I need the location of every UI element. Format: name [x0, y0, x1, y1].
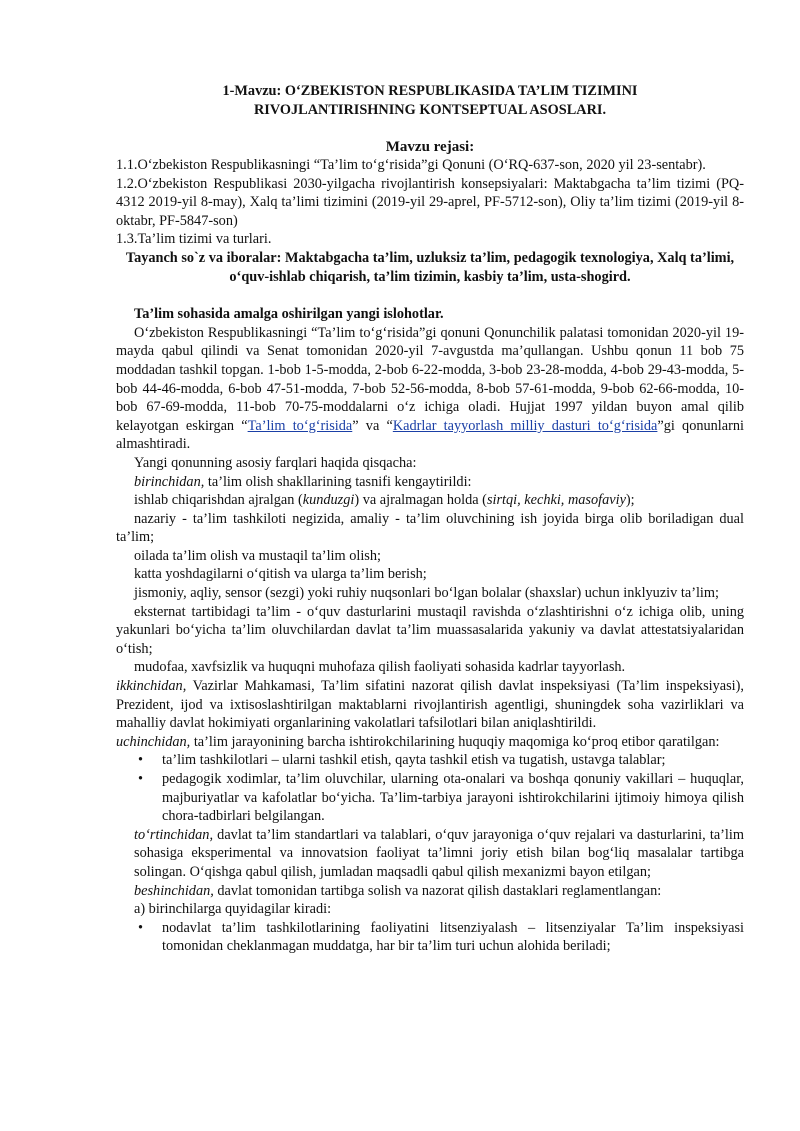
fifth-point [116, 882, 744, 901]
bullet-text: ta’lim tashkilotlari – ularni tashkil etish, qayta tashkil etish va tugatish, ustavga talablar; [162, 752, 666, 769]
third-text: ta’lim jarayonining barcha ishtirokchilarining huquqiy maqomiga ko‘proq etibor qaratilgan: [190, 733, 720, 750]
plan-item-1: 1.1.O‘zbekiston Respublikasningi “Ta’lim to‘g‘risida”gi Qonuni (O‘RQ-637-son, 2020 yil 23-sentabr). [116, 157, 706, 173]
dual-education: nazariy - ta’lim tashkiloti negizida, amaliy - ta’lim oluvchining ish joyida birga olib boriladigan dual ta’lim; [116, 510, 744, 546]
inclusive-education: jismoniy, aqliy, sensor (sezgi) yoki ruhiy nuqsonlari bo‘lgan bolalar (shaxslar) uchun inklyuziv ta’lim; [134, 585, 719, 602]
fourth-text: davlat ta’lim standartlari va talablari, o‘quv jarayoniga o‘quv rejalari va dasturlarini, ta’lim sohasiga eksperimental va innovatsion faoliyat ta’limni joriy etish bilan bog‘liq masalalar tartibga solingan. O‘qishga qabul qilish, jumladan maqsadli qabul qilish mexanizmi bayon etilgan; [134, 826, 744, 880]
fifth-bullet-list [116, 919, 744, 956]
law-link-personnel-training[interactable]: Kadrlar tayyorlash milliy dasturi to‘g‘risida [392, 417, 658, 434]
first-text: ta’lim olish shakllarining tasnifi kengaytirildi: [204, 473, 472, 490]
plan-heading: Mavzu rejasi: [385, 139, 475, 155]
forms-text-3: ); [625, 492, 635, 509]
intro-paragraph [116, 324, 744, 454]
second-point [116, 677, 744, 733]
third-label: uchinchidan, [116, 733, 191, 750]
intro-mid: ” va “ [352, 417, 393, 434]
keywords-paragraph: Tayanch so`z va iboralar: Maktabgacha ta’lim, uzluksiz ta’lim, pedagogik texnologiya, Xalq ta’limi, o‘quv-ishlab chiqarish, ta’lim tizimin, kasbiy ta’lim, usta-shogird. [125, 249, 735, 285]
differences-intro: Yangi qonunning asosiy farqlari haqida qisqacha: [134, 454, 417, 471]
first-label: birinchidan, [134, 473, 205, 490]
list-item [116, 770, 744, 826]
intro-end: ”gi qonunlarni almashtiradi. [116, 417, 744, 453]
fourth-point [116, 826, 744, 882]
second-label: ikkinchidan, [116, 678, 187, 695]
third-bullet-list [116, 751, 744, 825]
defense-training: mudofaa, xavfsizlik va huquqni muhofaza qilish faoliyati sohasida kadrlar tayyorlash. [134, 659, 626, 676]
forms-italic-1: kunduzgi [302, 492, 355, 509]
section-heading: Ta’lim sohasida amalga oshirilgan yangi islohotlar. [134, 306, 444, 323]
forms-text-1: ishlab chiqarishdan ajralgan ( [134, 492, 303, 509]
fifth-subpoint-a: a) birinchilarga quyidagilar kiradi: [134, 901, 332, 918]
forms-text-2: ) va ajralmagan holda ( [354, 492, 487, 509]
bullet-text: nodavlat ta’lim tashkilotlarining faoliyatini litsenziyalash – litsenziyalar Ta’lim inspeksiyasi tomonidan cheklanmagan muddatga, har bir ta’lim turi uchun alohida beriladi; [162, 919, 744, 955]
title-line-2: RIVOJLANTIRISHNING KONTSEPTUAL ASOSLARI. [253, 102, 607, 118]
adult-education: katta yoshdagilarni o‘qitish va ularga ta’lim berish; [134, 566, 427, 583]
law-link-education[interactable]: Ta’lim to‘g‘risida [247, 417, 353, 434]
title-line-1: 1-Mavzu: O‘ZBEKISTON RESPUBLIKASIDA TA’LIM TIZIMINI [222, 83, 638, 99]
plan-item-2: 1.2.O‘zbekiston Respublikasi 2030-yilgacha rivojlantirish konsepsiyalari: Maktabgacha ta’lim tizimi (PQ-4312 2019-yil 8-may), Xalq ta’limi tizimini (2019-yil 29-aprel, PF-5712-son), Oliy ta’lim tizimi (2019-yil 8-oktabr, PF-5847-son) [116, 175, 744, 229]
fifth-label: beshinchidan, [134, 882, 214, 899]
document-body [116, 156, 744, 956]
list-item [116, 919, 744, 956]
intro-text: O‘zbekiston Respublikasningi “Ta’lim to‘g‘risida”gi qonuni Qonunchilik palatasi tomonidan 2020-yil 19-mayda qabul qilindi va Senat tomonidan 2020-yil 7-avgustda ma’qullangan. Ushbu qonun 11 bob 75 moddadan tashkil topgan. 1-bob 1-5-modda, 2-bob 6-22-modda, 3-bob 23-28-modda, 4-bob 29-43-modda, 5-bob 44-46-modda, 6-bob 47-51-modda, 7-bob 52-56-modda, 8-bob 57-61-modda, 9-bob 62-66-modda, 10-bob 67-69-modda, 11-bob 70-75-moddalarni o‘z ichiga oladi. Hujjat 1997 yildan buyon amal qilib kelayotgan eskirgan “ [116, 324, 744, 434]
bullet-icon: • [138, 919, 144, 936]
second-text: Vazirlar Mahkamasi, Ta’lim sifatini nazorat qilish davlat inspeksiyasi (Ta’lim inspeksiyasi), Prezident, ijod va ixtisoslashtirilgan maktablarni rivojlantirish agentligi, shuningdek soha vazirliklari va mahalliy davlat hokimiyati organlarining vakolatlari tafsilotlari bilan aniqlashtirildi. [116, 678, 744, 732]
list-item [116, 751, 744, 770]
document-title [110, 82, 750, 120]
fifth-text: davlat tomonidan tartibga solish va nazorat qilish dastaklari reglamentlangan: [213, 882, 662, 899]
first-point [116, 473, 744, 492]
bullet-icon: • [138, 752, 144, 769]
fourth-label: to‘rtinchidan, [134, 826, 214, 843]
bullet-text: pedagogik xodimlar, ta’lim oluvchilar, ularning ota-onalari va boshqa qonuniy vakillari – huquqlar, majburiyatlar va kafolatlar bo‘yicha. Ta’lim-tarbiya jarayoni ishtirokchilarini ijtimoiy himoya qilish chora-tadbirlari belgilangan. [162, 771, 744, 825]
education-forms [116, 491, 744, 510]
plan-item-3: 1.3.Ta’lim tizimi va turlari. [116, 231, 272, 248]
forms-italic-2: sirtqi, kechki, masofaviy [486, 492, 626, 509]
third-point [116, 733, 744, 752]
family-education: oilada ta’lim olish va mustaqil ta’lim olish; [134, 547, 381, 564]
external-education: eksternat tartibidagi ta’lim - o‘quv dasturlarini mustaqil ravishda o‘zlashtirishni o‘z ichiga olib, uning yakunlari bo‘yicha ta’lim oluvchilardan davlat ta’lim muassasalarida yakuniy va davlat attestatsiyalaridan o‘tish; [116, 603, 744, 657]
bullet-icon: • [138, 771, 144, 787]
